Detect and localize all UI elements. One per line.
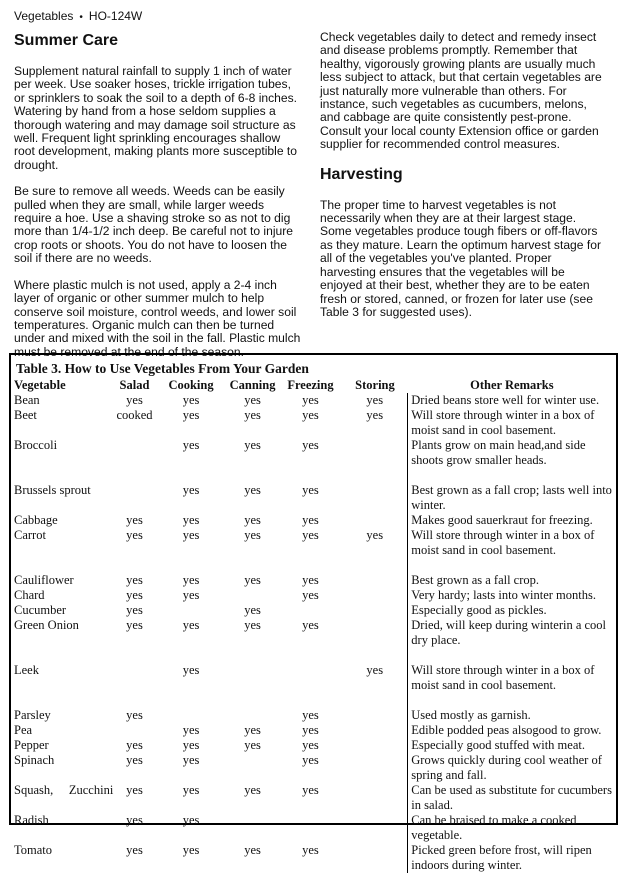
usage-cell: yes [244, 738, 261, 752]
vegetable-name-cell: Pepper [14, 738, 49, 752]
remarks-cell: Can be braised to make a cooked vegetable. [408, 813, 616, 843]
summer-care-column [14, 31, 304, 372]
column-header: Canning [229, 378, 276, 392]
column-header: Salad [119, 378, 150, 392]
usage-cell: yes [182, 663, 200, 677]
remarks-cell: Edible podded peas alsogood to grow. [408, 723, 616, 738]
summer-paragraph-weeds: Be sure to remove all weeds. Weeds can be easily pulled when they are small, while larger weeds require a hoe. Use a shaving stroke so as not to dig more than 1/4-1/2 inch deep. Be careful not to injure crop roots or shoots. You do not have to loosen the soil if there are no weeds. [14, 184, 294, 266]
usage-cell: yes [244, 618, 261, 632]
usage-cell: yes [302, 783, 319, 797]
vegetable-name-cell: Cucumber [14, 603, 67, 617]
spacer-cell [14, 558, 113, 573]
remarks-cell: Will store through winter in a box of moist sand in cool basement. [408, 408, 616, 438]
vegetable-name-cell: Broccoli [14, 438, 58, 452]
spacer-cell [226, 468, 278, 483]
vegetable-name-cell: Leek [14, 663, 39, 677]
remarks-cell: Dried beans store well for winter use. [408, 393, 616, 408]
spacer-cell [279, 693, 342, 708]
spacer-cell [342, 648, 408, 663]
usage-cell: yes [182, 588, 200, 602]
document-header [14, 9, 142, 23]
usage-cell: yes [244, 483, 261, 497]
column-header: Cooking [168, 378, 214, 392]
usage-cell: yes [182, 723, 200, 737]
summer-paragraph-watering: Supplement natural rainfall to supply 1 inch of water per week. Use soaker hoses, trickle irrigation tubes, or sprinklers to soak the soil to a depth of 6-8 inches. Watering by hand from a hose seldom supplies a thorough watering and may damage soil structure as well. Frequent light sprinkling encourages shallow root development, making plants more susceptible to drought. [14, 64, 298, 172]
usage-cell [342, 738, 408, 753]
usage-cell: yes [126, 783, 143, 797]
table-row [14, 513, 616, 528]
usage-cell [156, 708, 227, 723]
table-row [14, 813, 616, 843]
table-row [14, 723, 616, 738]
spacer-cell [279, 648, 342, 663]
table-row [14, 483, 616, 513]
vegetable-name-cell: Radish [14, 813, 49, 827]
vegetable-name-cell: Carrot [14, 528, 46, 542]
usage-cell [226, 753, 278, 783]
table-title: Table 3. How to Use Vegetables From Your Garden [16, 361, 309, 376]
vegetable-name-cell: Chard [14, 588, 45, 602]
spacer-cell [113, 648, 155, 663]
spacer-cell [156, 468, 227, 483]
usage-cell: yes [302, 483, 319, 497]
table-header-row [14, 377, 616, 393]
usage-cell [342, 513, 408, 528]
table-row [14, 783, 616, 813]
vegetable-uses-table-box [9, 353, 618, 872]
spacer-cell [14, 648, 113, 663]
usage-cell: yes [126, 573, 143, 587]
spacer-cell [342, 693, 408, 708]
table-row [14, 663, 616, 693]
vegetable-name-cell: Cauliflower [14, 573, 74, 587]
remarks-cell: Especially good as pickles. [408, 603, 616, 618]
usage-cell: yes [182, 528, 200, 542]
usage-cell: yes [182, 408, 200, 422]
usage-cell: yes [182, 783, 200, 797]
table-spacer-row [14, 693, 616, 708]
spacer-cell [113, 468, 155, 483]
vegetable-name-cell: Green Onion [14, 618, 79, 632]
spacer-cell [226, 558, 278, 573]
remarks-cell: Will store through winter in a box of moist sand in cool basement. [408, 663, 616, 693]
spacer-cell [342, 468, 408, 483]
usage-cell: yes [366, 408, 384, 422]
usage-cell [113, 723, 155, 738]
column-header: Storing [355, 378, 395, 392]
remarks-cell: Will store through winter in a box of moist sand in cool basement. [408, 528, 616, 558]
remarks-cell: Plants grow on main head,and side shoots grow smaller heads. [408, 438, 616, 468]
usage-cell: yes [126, 513, 143, 527]
vegetable-name-cell: Spinach [14, 753, 55, 767]
usage-cell [279, 813, 342, 843]
usage-cell: yes [366, 663, 384, 677]
usage-cell: yes [182, 753, 200, 767]
spacer-cell [14, 693, 113, 708]
usage-cell [342, 813, 408, 843]
usage-cell [342, 483, 408, 513]
usage-cell [342, 618, 408, 648]
spacer-cell [156, 648, 227, 663]
usage-cell [226, 813, 278, 843]
usage-cell: yes [244, 573, 261, 587]
usage-cell: yes [302, 618, 319, 632]
table-row [14, 708, 616, 723]
usage-cell [113, 438, 155, 468]
summer-paragraph-mulch: Where plastic mulch is not used, apply a 2-4 inch layer of organic or other summer mulch to help conserve soil moisture, control weeds, and lower soil temperatures. Organic mulch can then be turned under and mixed with the soil in the fall. Plastic mulch must be removed at the end of the season. [14, 277, 301, 359]
spacer-cell [226, 648, 278, 663]
usage-cell [342, 573, 408, 588]
document-code: HO-124W [88, 9, 143, 23]
usage-cell: yes [126, 393, 143, 407]
table-row [14, 603, 616, 618]
usage-cell: yes [126, 738, 143, 752]
usage-cell: cooked [116, 408, 153, 422]
spacer-cell [156, 558, 227, 573]
spacer-cell [14, 468, 113, 483]
spacer-cell [342, 558, 408, 573]
usage-cell: yes [366, 528, 384, 542]
usage-cell: yes [244, 723, 261, 737]
usage-cell: yes [182, 843, 200, 857]
column-header: Freezing [287, 378, 334, 392]
vegetable-name-cell: Pea [14, 723, 33, 737]
usage-cell [226, 663, 278, 693]
usage-cell: yes [302, 723, 319, 737]
column-header: Vegetable [14, 378, 66, 392]
usage-cell: yes [126, 753, 143, 767]
usage-cell: yes [302, 708, 319, 722]
usage-cell: yes [182, 618, 200, 632]
vegetable-uses-table [14, 377, 616, 873]
spacer-cell [226, 693, 278, 708]
vegetable-name-cell: Bean [14, 393, 40, 407]
table-row [14, 843, 616, 873]
usage-cell [342, 708, 408, 723]
table-row [14, 573, 616, 588]
usage-cell [279, 603, 342, 618]
usage-cell: yes [302, 528, 319, 542]
usage-cell [113, 663, 155, 693]
pest-paragraph: Check vegetables daily to detect and remedy insect and disease problems promptly. Remember that healthy, vigorously growing plants are usually much less subject to attack, but that certain vegetables are just naturally more vulnerable than others. For instance, such vegetables as cucumbers, melons, and cabbage are quite consistently pest-prone. Consult your local county Extension office or garden supplier for recommended control measures. [320, 30, 602, 152]
usage-cell: yes [244, 528, 261, 542]
usage-cell: yes [302, 393, 319, 407]
vegetable-name-cell: Squash, Zucchini [14, 783, 114, 797]
table-row [14, 393, 616, 408]
usage-cell: yes [126, 813, 143, 827]
usage-cell: yes [244, 438, 261, 452]
usage-cell: yes [366, 393, 384, 407]
usage-cell [342, 588, 408, 603]
table-spacer-row [14, 468, 616, 483]
remarks-cell: Especially good stuffed with meat. [408, 738, 616, 753]
usage-cell: yes [182, 513, 200, 527]
usage-cell: yes [182, 483, 200, 497]
remarks-cell: Can be used as substitute for cucumbers in salad. [408, 783, 616, 813]
usage-cell: yes [302, 513, 319, 527]
vegetable-name-cell: Brussels sprout [14, 483, 91, 497]
spacer-cell [156, 693, 227, 708]
usage-cell: yes [244, 513, 261, 527]
usage-cell [342, 603, 408, 618]
vegetable-name-cell: Cabbage [14, 513, 58, 527]
spacer-cell [408, 693, 616, 708]
usage-cell [342, 723, 408, 738]
usage-cell [226, 588, 278, 603]
harvesting-heading: Harvesting [320, 165, 403, 183]
spacer-cell [408, 468, 616, 483]
table-row [14, 618, 616, 648]
usage-cell [156, 603, 227, 618]
vegetable-name-cell: Tomato [14, 843, 53, 857]
remarks-cell: Dried, will keep during winterin a cool dry place. [408, 618, 616, 648]
usage-cell: yes [126, 588, 143, 602]
usage-cell: yes [302, 408, 319, 422]
document-name: Vegetables [14, 9, 74, 23]
usage-cell: yes [302, 438, 319, 452]
right-column [320, 31, 610, 332]
usage-cell: yes [244, 783, 261, 797]
usage-cell: yes [244, 393, 261, 407]
usage-cell: yes [302, 753, 319, 767]
remarks-cell: Makes good sauerkraut for freezing. [408, 513, 616, 528]
usage-cell [342, 753, 408, 783]
usage-cell [342, 843, 408, 873]
table-row [14, 738, 616, 753]
usage-cell: yes [182, 393, 200, 407]
remarks-cell: Best grown as a fall crop. [408, 573, 616, 588]
usage-cell [113, 483, 155, 513]
usage-cell: yes [302, 573, 319, 587]
usage-cell: yes [126, 708, 143, 722]
usage-cell [279, 663, 342, 693]
column-header: Other Remarks [470, 378, 554, 392]
table-spacer-row [14, 648, 616, 663]
usage-cell [342, 783, 408, 813]
table-spacer-row [14, 558, 616, 573]
usage-cell: yes [244, 843, 261, 857]
table-row [14, 528, 616, 558]
header-separator: • [79, 12, 83, 23]
usage-cell: yes [182, 738, 200, 752]
usage-cell: yes [302, 588, 319, 602]
usage-cell: yes [126, 618, 143, 632]
table-row [14, 753, 616, 783]
usage-cell: yes [302, 843, 319, 857]
usage-cell: yes [182, 813, 200, 827]
spacer-cell [408, 558, 616, 573]
spacer-cell [279, 558, 342, 573]
spacer-cell [408, 648, 616, 663]
usage-cell [226, 708, 278, 723]
spacer-cell [279, 468, 342, 483]
remarks-cell: Picked green before frost, will ripen indoors during winter. [408, 843, 616, 873]
table-row [14, 438, 616, 468]
table-row [14, 408, 616, 438]
usage-cell [342, 438, 408, 468]
harvesting-paragraph: The proper time to harvest vegetables is not necessarily when they are at their largest stage. Some vegetables produce tough fibers or off-flavors as they mature. Learn the optimum harvest stage for all of the vegetables you've planted. Proper harvesting ensures that the vegetables will be enjoyed at their best, whether they are to be eaten fresh or stored, canned, or frozen for later use (see Table 3 for suggested uses). [320, 197, 601, 319]
remarks-cell: Very hardy; lasts into winter months. [408, 588, 616, 603]
usage-cell: yes [182, 573, 200, 587]
usage-cell: yes [126, 843, 143, 857]
usage-cell: yes [244, 603, 261, 617]
remarks-cell: Grows quickly during cool weather of spring and fall. [408, 753, 616, 783]
summer-care-heading: Summer Care [14, 32, 119, 49]
table-row [14, 588, 616, 603]
spacer-cell [113, 558, 155, 573]
usage-cell: yes [126, 603, 143, 617]
usage-cell: yes [182, 438, 200, 452]
vegetable-name-cell: Beet [14, 408, 37, 422]
usage-cell: yes [244, 408, 261, 422]
remarks-cell: Used mostly as garnish. [408, 708, 616, 723]
vegetable-name-cell: Parsley [14, 708, 51, 722]
usage-cell: yes [302, 738, 319, 752]
remarks-cell: Best grown as a fall crop; lasts well into winter. [408, 483, 616, 513]
spacer-cell [113, 693, 155, 708]
usage-cell: yes [126, 528, 143, 542]
